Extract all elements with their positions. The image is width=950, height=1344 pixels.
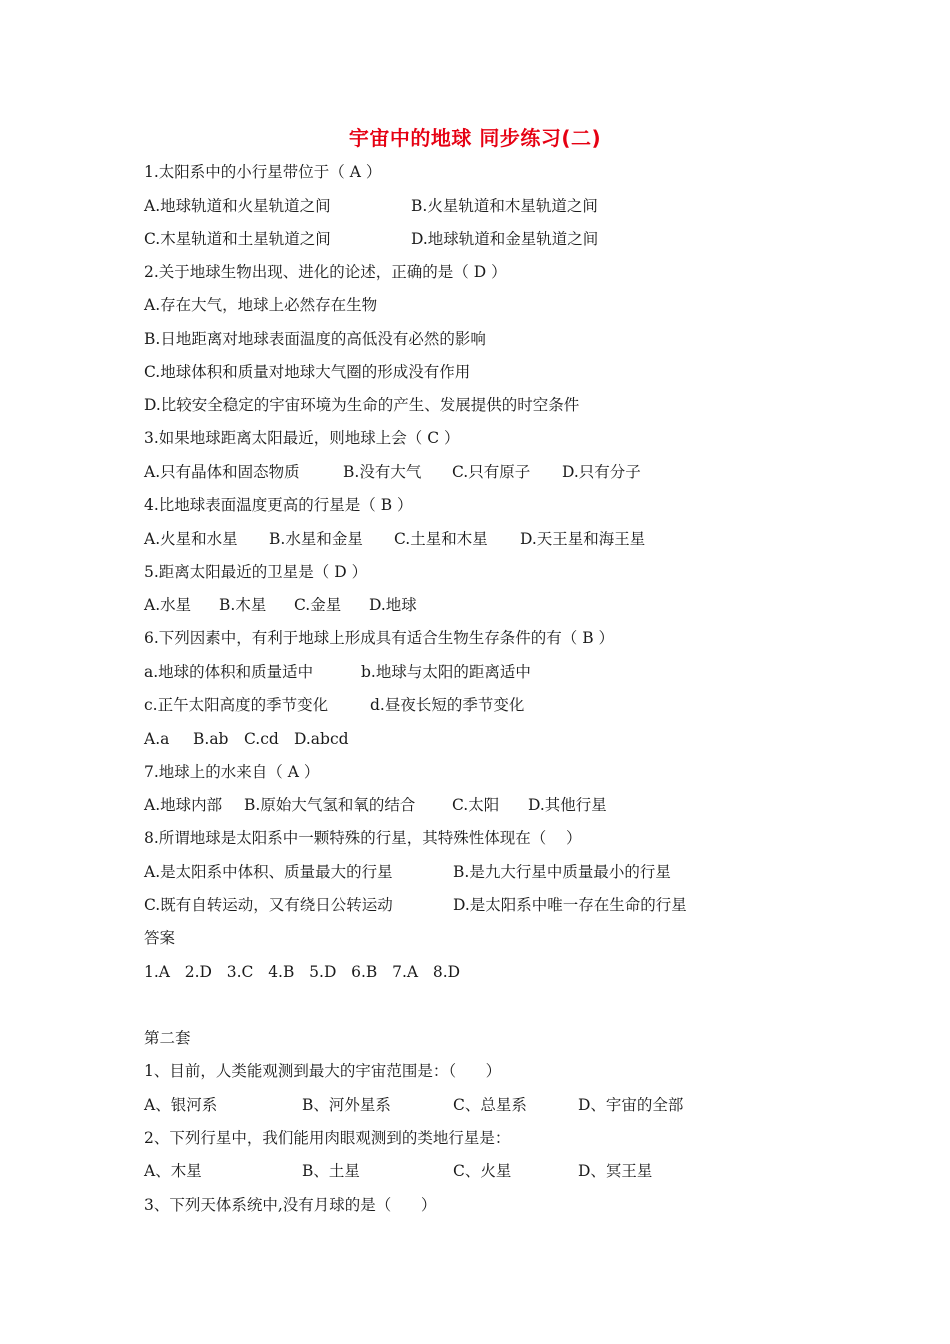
question-1-options-row-2	[144, 228, 599, 250]
question-5-options	[144, 594, 417, 616]
set-2-question-1-option-d: D、宇宙的全部	[578, 1096, 684, 1114]
question-2-option-c: C.地球体积和质量对地球大气圈的形成没有作用	[144, 363, 471, 381]
question-6-factors-row-2	[144, 694, 525, 716]
question-7-option-b: B.原始大气氢和氧的结合	[244, 796, 416, 814]
question-5-option-c: C.金星	[294, 596, 342, 614]
question-1-stem: 1.太阳系中的小行星带位于（ A ）	[144, 163, 382, 181]
question-6-factor-b: b.地球与太阳的距离适中	[361, 663, 531, 681]
question-6-factors-row-1	[144, 661, 531, 683]
set-2-question-1-options	[144, 1094, 684, 1116]
question-4-option-a: A.火星和水星	[144, 530, 238, 548]
question-3-stem: 3.如果地球距离太阳最近，则地球上会（ C ）	[144, 429, 460, 447]
question-3-option-b: B.没有大气	[343, 463, 422, 481]
question-1-option-b: B.火星轨道和木星轨道之间	[411, 197, 598, 215]
question-6-option-b: B.ab	[193, 730, 229, 748]
question-7-option-a: A.地球内部	[144, 796, 223, 814]
question-2-option-a: A.存在大气，地球上必然存在生物	[144, 296, 378, 314]
question-8-options-row-2	[144, 894, 687, 916]
question-7-options	[144, 794, 607, 816]
question-1-option-d: D.地球轨道和金星轨道之间	[411, 230, 599, 248]
question-6-stem: 6.下列因素中，有利于地球上形成具有适合生物生存条件的有（ B ）	[144, 629, 615, 647]
question-1-options-row-1	[144, 195, 598, 217]
question-6-option-a: A.a	[144, 730, 170, 748]
question-6-factor-d: d.昼夜长短的季节变化	[370, 696, 525, 714]
question-8-option-c: C.既有自转运动，又有绕日公转运动	[144, 896, 393, 914]
answer-heading: 答案	[144, 929, 176, 947]
set-2-question-2-stem: 2、下列行星中，我们能用肉眼观测到的类地行星是：	[144, 1129, 511, 1147]
answer-key: 1.A 2.D 3.C 4.B 5.D 6.B 7.A 8.D	[144, 963, 461, 981]
set-2-question-1-option-c: C、总星系	[453, 1096, 527, 1114]
set-2-question-2-option-c: C、火星	[453, 1162, 512, 1180]
question-7-stem: 7.地球上的水来自（ A ）	[144, 763, 320, 781]
question-2-stem: 2.关于地球生物出现、进化的论述，正确的是（ D ）	[144, 263, 507, 281]
question-3-options	[144, 461, 641, 483]
question-3-option-d: D.只有分子	[562, 463, 641, 481]
set-2-question-2-option-d: D、冥王星	[578, 1162, 653, 1180]
question-4-options	[144, 528, 646, 550]
question-8-option-a: A.是太阳系中体积、质量最大的行星	[144, 863, 393, 881]
question-8-option-b: B.是九大行星中质量最小的行星	[453, 863, 671, 881]
set-2-question-2-options	[144, 1160, 653, 1182]
question-3-option-c: C.只有原子	[452, 463, 531, 481]
question-7-option-c: C.太阳	[452, 796, 500, 814]
question-4-option-b: B.水星和金星	[269, 530, 363, 548]
question-5-option-a: A.水星	[144, 596, 192, 614]
question-2-option-b: B.日地距离对地球表面温度的高低没有必然的影响	[144, 330, 486, 348]
question-4-option-c: C.土星和木星	[394, 530, 488, 548]
question-4-stem: 4.比地球表面温度更高的行星是（ B ）	[144, 496, 413, 514]
set-2-question-1-stem: 1、目前，人类能观测到最大的宇宙范围是：（ ）	[144, 1062, 502, 1080]
set-2-question-1-option-a: A、银河系	[144, 1096, 218, 1114]
question-7-option-d: D.其他行星	[528, 796, 607, 814]
question-8-options-row-1	[144, 861, 671, 883]
question-5-option-b: B.木星	[219, 596, 267, 614]
question-6-option-d: D.abcd	[294, 730, 349, 748]
question-1-option-a: A.地球轨道和火星轨道之间	[144, 197, 331, 215]
set-2-question-1-option-b: B、河外星系	[302, 1096, 391, 1114]
question-6-option-c: C.cd	[244, 730, 279, 748]
set-2-question-2-option-b: B、土星	[302, 1162, 360, 1180]
question-3-option-a: A.只有晶体和固态物质	[144, 463, 300, 481]
page-title: 宇宙中的地球 同步练习(二)	[348, 126, 602, 150]
question-4-option-d: D.天王星和海王星	[520, 530, 646, 548]
set-2-heading: 第二套	[144, 1029, 191, 1047]
set-2-question-3-stem: 3、下列天体系统中,没有月球的是（ ）	[144, 1196, 437, 1214]
question-5-stem: 5.距离太阳最近的卫星是（ D ）	[144, 563, 368, 581]
question-8-stem: 8.所谓地球是太阳系中一颗特殊的行星，其特殊性体现在（ ）	[144, 829, 582, 847]
question-6-options	[144, 728, 349, 750]
set-2-question-2-option-a: A、木星	[144, 1162, 202, 1180]
question-1-option-c: C.木星轨道和土星轨道之间	[144, 230, 331, 248]
question-2-option-d: D.比较安全稳定的宇宙环境为生命的产生、发展提供的时空条件	[144, 396, 580, 414]
question-5-option-d: D.地球	[369, 596, 417, 614]
question-6-factor-a: a.地球的体积和质量适中	[144, 663, 314, 681]
question-6-factor-c: c.正午太阳高度的季节变化	[144, 696, 329, 714]
question-8-option-d: D.是太阳系中唯一存在生命的行星	[453, 896, 687, 914]
